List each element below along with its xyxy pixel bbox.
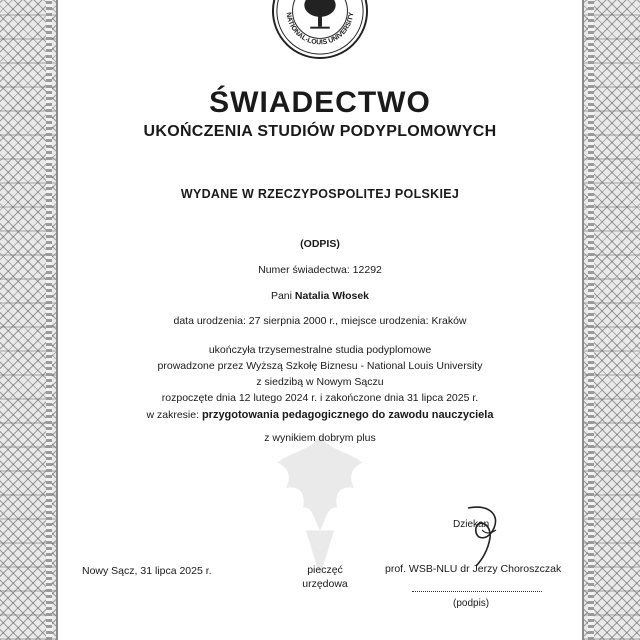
certificate-number: 12292 — [352, 264, 382, 276]
body-line-2: prowadzone przez Wyższą Szkołę Biznesu - National Louis University — [157, 360, 483, 372]
scope-prefix: w zakresie: — [146, 409, 200, 421]
issued-in-line: WYDANE W RZECZYPOSPOLITEJ POLSKIEJ — [180, 187, 460, 201]
scope-field: przygotowania pedagogicznego do zawodu nauczyciela — [201, 409, 494, 421]
certificate-subtitle: UKOŃCZENIA STUDIÓW PODYPLOMOWYCH — [143, 123, 497, 140]
svg-text:NATIONAL-LOUIS UNIVERSITY: NATIONAL-LOUIS UNIVERSITY — [284, 11, 356, 47]
signature-line — [412, 591, 542, 592]
certificate-title: ŚWIADECTWO — [209, 86, 431, 119]
handwritten-signature-icon — [438, 500, 518, 570]
decorative-border-right — [582, 0, 640, 640]
holder-name: Natalia Włosek — [294, 290, 370, 302]
birth-line: data urodzenia: 27 sierpnia 2000 r., miejsce urodzenia: Kraków — [173, 315, 467, 327]
certificate-number-line — [58, 264, 582, 276]
body-line-3: z siedzibą w Nowym Sączu — [256, 376, 384, 388]
holder-honorific: Pani — [270, 290, 292, 302]
university-seal-icon — [271, 0, 369, 60]
official-stamp-label — [290, 563, 360, 591]
certificate-number-label: Numer świadectwa: — [258, 264, 350, 276]
holder-name-line — [58, 290, 582, 302]
signature-label: (podpis) — [453, 598, 490, 609]
stamp-line-1: pieczęć — [307, 564, 343, 576]
place-date: Nowy Sącz, 31 lipca 2025 r. — [82, 565, 212, 577]
scope-line — [58, 409, 582, 421]
copy-label: (ODPIS) — [300, 238, 340, 250]
dean-label: Dziekan — [453, 519, 490, 530]
certificate-page — [58, 0, 582, 640]
result-line: z wynikiem dobrym plus — [264, 432, 376, 444]
body-line-1: ukończyła trzysemestralne studia podyplomowe — [208, 344, 432, 356]
stamp-line-2: urzędowa — [302, 578, 348, 590]
body-line-4: rozpoczęte dnia 12 lutego 2024 r. i zakończone dnia 31 lipca 2025 r. — [161, 392, 479, 404]
decorative-border-left — [0, 0, 58, 640]
dean-name: prof. WSB-NLU dr Jerzy Choroszczak — [385, 563, 562, 575]
